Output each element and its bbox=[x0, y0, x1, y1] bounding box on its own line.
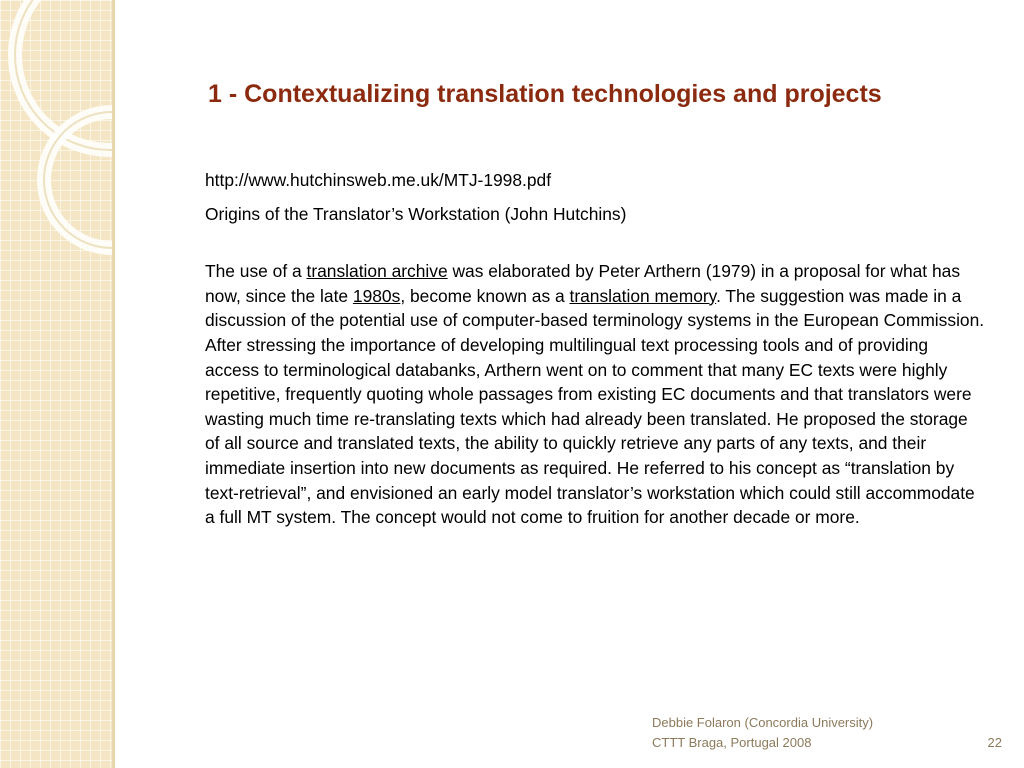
decorative-circles bbox=[0, 0, 112, 768]
paragraph-text-2: was elaborated by Peter Arthern (1979) in a proposal for what has now, since the late bbox=[205, 261, 961, 306]
source-url: http://www.hutchinsweb.me.uk/MTJ-1998.pdf bbox=[205, 170, 552, 190]
link-1980s[interactable]: 1980s bbox=[352, 285, 401, 306]
spacer bbox=[205, 226, 985, 259]
slide-title: 1 - Contextualizing translation technologies and projects bbox=[208, 80, 882, 108]
body-paragraph bbox=[205, 259, 985, 530]
slide-content bbox=[205, 168, 985, 530]
page-number: 22 bbox=[987, 735, 1002, 750]
link-translation-archive[interactable]: translation archive bbox=[306, 261, 448, 282]
slide-footer bbox=[652, 713, 1002, 753]
paragraph-text-4: . The suggestion was made in a discussion of the potential use of computer-based terminology systems in the European Commission. After stressing the importance of developing multilingual text processing tools and of providing access to terminological databanks, Arthern went on to comment that many EC texts were highly repetitive, frequently quoting whole passages from existing EC documents and that translators were wasting much time re-translating texts which had already been translated. He proposed the storage of all source and translated texts, the ability to quickly retrieve any parts of any texts, and their immediate insertion into new documents as required. He referred to his concept as “translation by text-retrieval”, and envisioned an early model translator’s workstation which could still accommodate a full MT system. The concept would not come to fruition for another decade or more. bbox=[205, 285, 985, 528]
footer-author: Debbie Folaron (Concordia University) bbox=[652, 715, 874, 730]
footer-event: CTTT Braga, Portugal 2008 bbox=[652, 735, 812, 750]
link-translation-memory[interactable]: translation memory bbox=[569, 285, 717, 306]
paragraph-text-3: , become known as a bbox=[400, 285, 570, 306]
footer-row bbox=[652, 733, 1002, 753]
decorative-sidebar bbox=[0, 0, 112, 768]
paragraph-text-1: The use of a bbox=[205, 261, 307, 282]
source-title: Origins of the Translator’s Workstation (John Hutchins) bbox=[205, 203, 627, 224]
sidebar-divider bbox=[112, 0, 115, 768]
